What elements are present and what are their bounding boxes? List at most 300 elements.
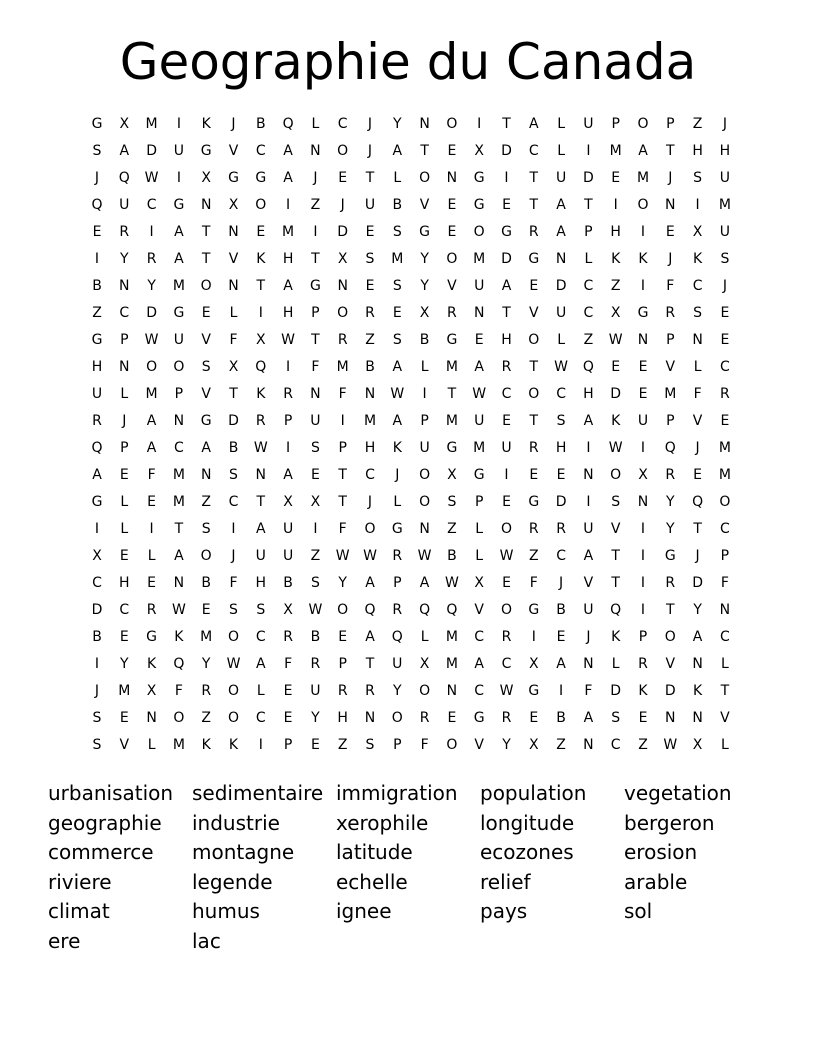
- grid-letter[interactable]: I: [586, 143, 591, 159]
- grid-letter[interactable]: T: [502, 305, 511, 321]
- grid-letter[interactable]: M: [609, 143, 622, 159]
- grid-letter[interactable]: G: [473, 467, 485, 483]
- grid-letter[interactable]: A: [692, 629, 703, 645]
- grid-letter[interactable]: E: [338, 629, 348, 645]
- grid-letter[interactable]: Z: [556, 737, 566, 753]
- grid-letter[interactable]: D: [555, 494, 567, 510]
- grid-letter[interactable]: P: [338, 656, 347, 672]
- grid-letter[interactable]: N: [692, 710, 703, 726]
- grid-letter[interactable]: U: [719, 224, 731, 240]
- grid-letter[interactable]: C: [692, 278, 703, 294]
- grid-letter[interactable]: I: [94, 521, 100, 537]
- grid-letter[interactable]: W: [444, 575, 459, 591]
- grid-letter[interactable]: I: [504, 170, 509, 186]
- grid-letter[interactable]: G: [637, 305, 649, 321]
- grid-letter[interactable]: X: [419, 656, 430, 672]
- grid-letter[interactable]: T: [338, 467, 347, 483]
- grid-letter[interactable]: L: [120, 494, 129, 510]
- grid-letter[interactable]: M: [718, 197, 731, 213]
- grid-letter[interactable]: C: [610, 737, 621, 753]
- grid-letter[interactable]: O: [227, 683, 240, 699]
- grid-letter[interactable]: L: [420, 629, 429, 645]
- grid-letter[interactable]: C: [474, 683, 485, 699]
- grid-letter[interactable]: R: [419, 710, 430, 726]
- grid-letter[interactable]: Q: [91, 440, 103, 456]
- grid-letter[interactable]: V: [474, 602, 484, 618]
- grid-letter[interactable]: N: [446, 170, 458, 186]
- grid-letter[interactable]: I: [640, 224, 646, 240]
- grid-letter[interactable]: Z: [447, 521, 457, 537]
- grid-letter[interactable]: D: [692, 575, 703, 591]
- grid-letter[interactable]: L: [557, 332, 565, 348]
- grid-letter[interactable]: T: [338, 494, 347, 510]
- grid-letter[interactable]: U: [282, 521, 294, 537]
- grid-letter[interactable]: C: [146, 197, 157, 213]
- grid-letter[interactable]: N: [583, 656, 594, 672]
- grid-letter[interactable]: G: [91, 494, 103, 510]
- grid-letter[interactable]: O: [446, 737, 458, 753]
- grid-letter[interactable]: S: [92, 143, 102, 159]
- grid-letter[interactable]: R: [392, 548, 403, 564]
- grid-letter[interactable]: A: [119, 143, 130, 159]
- grid-letter[interactable]: B: [392, 197, 403, 213]
- grid-letter[interactable]: L: [420, 359, 429, 375]
- grid-letter[interactable]: D: [610, 386, 622, 402]
- grid-letter[interactable]: T: [584, 197, 593, 213]
- grid-letter[interactable]: P: [393, 575, 402, 591]
- grid-letter[interactable]: O: [337, 602, 349, 618]
- grid-letter[interactable]: L: [393, 170, 402, 186]
- grid-letter[interactable]: E: [529, 278, 539, 294]
- grid-letter[interactable]: L: [720, 737, 729, 753]
- grid-letter[interactable]: J: [695, 548, 700, 564]
- grid-letter[interactable]: E: [201, 602, 211, 618]
- grid-letter[interactable]: A: [174, 224, 184, 240]
- grid-letter[interactable]: L: [475, 521, 484, 537]
- grid-letter[interactable]: N: [692, 656, 703, 672]
- grid-letter[interactable]: I: [149, 224, 154, 240]
- grid-letter[interactable]: P: [474, 494, 484, 510]
- grid-letter[interactable]: Y: [502, 737, 511, 753]
- grid-letter[interactable]: A: [365, 629, 375, 645]
- grid-letter[interactable]: G: [173, 305, 185, 321]
- grid-letter[interactable]: O: [200, 548, 212, 564]
- grid-letter[interactable]: E: [447, 143, 457, 159]
- grid-letter[interactable]: D: [501, 143, 512, 159]
- grid-letter[interactable]: I: [640, 278, 646, 294]
- grid-letter[interactable]: E: [256, 224, 266, 240]
- grid-letter[interactable]: Y: [666, 521, 675, 537]
- grid-letter[interactable]: O: [419, 467, 431, 483]
- grid-letter[interactable]: E: [283, 710, 293, 726]
- grid-letter[interactable]: S: [92, 710, 102, 726]
- grid-letter[interactable]: K: [693, 251, 703, 267]
- grid-letter[interactable]: L: [120, 386, 129, 402]
- grid-letter[interactable]: A: [283, 467, 293, 483]
- grid-letter[interactable]: M: [445, 656, 458, 672]
- grid-letter[interactable]: F: [338, 521, 347, 537]
- grid-letter[interactable]: X: [256, 332, 266, 348]
- grid-letter[interactable]: P: [338, 440, 347, 456]
- grid-letter[interactable]: B: [447, 548, 457, 564]
- grid-letter[interactable]: G: [255, 170, 267, 186]
- grid-letter[interactable]: A: [583, 413, 594, 429]
- grid-letter[interactable]: V: [720, 710, 730, 726]
- grid-letter[interactable]: H: [692, 143, 703, 159]
- grid-letter[interactable]: I: [640, 521, 646, 537]
- grid-letter[interactable]: N: [173, 575, 185, 591]
- grid-letter[interactable]: R: [665, 467, 676, 483]
- grid-letter[interactable]: S: [556, 413, 566, 429]
- grid-letter[interactable]: L: [611, 656, 620, 672]
- grid-letter[interactable]: U: [419, 440, 430, 456]
- grid-letter[interactable]: M: [172, 737, 185, 753]
- grid-letter[interactable]: N: [364, 386, 376, 402]
- grid-letter[interactable]: D: [228, 413, 239, 429]
- grid-letter[interactable]: T: [201, 224, 211, 240]
- grid-letter[interactable]: C: [337, 116, 348, 132]
- grid-letter[interactable]: X: [92, 548, 102, 564]
- grid-letter[interactable]: O: [446, 116, 458, 132]
- grid-letter[interactable]: U: [119, 197, 130, 213]
- grid-letter[interactable]: D: [146, 305, 157, 321]
- grid-letter[interactable]: N: [228, 278, 239, 294]
- grid-letter[interactable]: E: [119, 548, 129, 564]
- grid-letter[interactable]: S: [201, 521, 211, 537]
- grid-letter[interactable]: S: [392, 332, 402, 348]
- grid-letter[interactable]: Y: [147, 278, 156, 294]
- grid-letter[interactable]: I: [286, 197, 291, 213]
- grid-letter[interactable]: M: [391, 251, 404, 267]
- grid-letter[interactable]: E: [447, 710, 457, 726]
- grid-letter[interactable]: L: [147, 548, 156, 564]
- grid-letter[interactable]: N: [200, 197, 212, 213]
- grid-letter[interactable]: J: [94, 683, 100, 699]
- grid-letter[interactable]: N: [637, 494, 649, 510]
- grid-letter[interactable]: V: [119, 737, 130, 753]
- grid-letter[interactable]: S: [392, 278, 402, 294]
- grid-letter[interactable]: E: [447, 224, 457, 240]
- grid-letter[interactable]: L: [720, 656, 729, 672]
- grid-letter[interactable]: U: [310, 413, 321, 429]
- grid-letter[interactable]: T: [420, 143, 429, 159]
- grid-letter[interactable]: W: [363, 548, 377, 564]
- grid-letter[interactable]: Q: [692, 494, 704, 510]
- grid-letter[interactable]: I: [94, 251, 100, 267]
- grid-letter[interactable]: C: [720, 359, 730, 375]
- grid-letter[interactable]: T: [666, 602, 675, 618]
- grid-letter[interactable]: H: [282, 305, 294, 321]
- grid-letter[interactable]: S: [365, 251, 375, 267]
- grid-letter[interactable]: K: [611, 251, 621, 267]
- grid-letter[interactable]: P: [120, 440, 129, 456]
- grid-letter[interactable]: E: [365, 278, 375, 294]
- grid-letter[interactable]: T: [529, 359, 539, 375]
- grid-letter[interactable]: C: [720, 629, 730, 645]
- grid-letter[interactable]: U: [91, 386, 103, 402]
- grid-letter[interactable]: V: [665, 359, 676, 375]
- grid-letter[interactable]: T: [201, 251, 211, 267]
- grid-letter[interactable]: N: [255, 467, 267, 483]
- grid-letter[interactable]: E: [92, 224, 102, 240]
- grid-letter[interactable]: Y: [393, 116, 402, 132]
- grid-letter[interactable]: G: [391, 521, 403, 537]
- grid-letter[interactable]: T: [611, 575, 620, 591]
- grid-letter[interactable]: P: [283, 737, 293, 753]
- grid-letter[interactable]: G: [473, 170, 485, 186]
- grid-letter[interactable]: G: [146, 629, 158, 645]
- grid-letter[interactable]: X: [474, 143, 484, 159]
- grid-letter[interactable]: O: [227, 629, 240, 645]
- grid-letter[interactable]: F: [284, 656, 293, 672]
- grid-letter[interactable]: B: [92, 629, 102, 645]
- grid-letter[interactable]: F: [529, 575, 538, 591]
- grid-letter[interactable]: J: [559, 575, 564, 591]
- grid-letter[interactable]: I: [94, 656, 100, 672]
- grid-letter[interactable]: O: [719, 494, 731, 510]
- grid-letter[interactable]: Z: [310, 548, 321, 564]
- grid-letter[interactable]: R: [447, 305, 457, 321]
- grid-letter[interactable]: W: [144, 332, 159, 348]
- grid-letter[interactable]: G: [173, 197, 185, 213]
- grid-letter[interactable]: F: [338, 386, 347, 402]
- grid-letter[interactable]: S: [720, 251, 730, 267]
- grid-letter[interactable]: A: [638, 143, 648, 159]
- grid-letter[interactable]: X: [337, 251, 348, 267]
- grid-letter[interactable]: O: [500, 602, 513, 618]
- grid-letter[interactable]: X: [228, 359, 239, 375]
- grid-letter[interactable]: A: [392, 413, 403, 429]
- grid-letter[interactable]: J: [668, 170, 673, 186]
- grid-letter[interactable]: V: [610, 521, 621, 537]
- grid-letter[interactable]: T: [447, 386, 457, 402]
- grid-letter[interactable]: J: [367, 494, 373, 510]
- grid-letter[interactable]: X: [692, 224, 703, 240]
- grid-letter[interactable]: E: [502, 494, 511, 510]
- grid-letter[interactable]: J: [340, 197, 345, 213]
- grid-letter[interactable]: R: [92, 413, 102, 429]
- grid-letter[interactable]: D: [664, 683, 676, 699]
- grid-letter[interactable]: J: [367, 143, 373, 159]
- grid-letter[interactable]: N: [555, 251, 567, 267]
- grid-letter[interactable]: T: [365, 170, 375, 186]
- grid-letter[interactable]: I: [258, 305, 263, 321]
- grid-letter[interactable]: P: [311, 305, 320, 321]
- grid-letter[interactable]: N: [119, 278, 130, 294]
- grid-letter[interactable]: D: [337, 224, 349, 240]
- grid-letter[interactable]: Q: [91, 197, 103, 213]
- grid-letter[interactable]: Q: [664, 440, 676, 456]
- grid-letter[interactable]: U: [583, 521, 594, 537]
- grid-letter[interactable]: F: [311, 359, 320, 375]
- grid-letter[interactable]: U: [364, 197, 376, 213]
- grid-letter[interactable]: L: [557, 116, 565, 132]
- grid-letter[interactable]: N: [228, 224, 239, 240]
- grid-letter[interactable]: Q: [419, 602, 431, 618]
- grid-letter[interactable]: E: [502, 197, 511, 213]
- grid-letter[interactable]: B: [419, 332, 430, 348]
- grid-letter[interactable]: M: [172, 494, 185, 510]
- grid-letter[interactable]: S: [229, 467, 238, 483]
- grid-letter[interactable]: Y: [393, 683, 402, 699]
- grid-letter[interactable]: R: [556, 521, 566, 537]
- grid-letter[interactable]: X: [201, 170, 211, 186]
- grid-letter[interactable]: I: [176, 170, 181, 186]
- grid-letter[interactable]: G: [446, 440, 458, 456]
- grid-letter[interactable]: R: [528, 440, 539, 456]
- grid-letter[interactable]: A: [529, 116, 539, 132]
- grid-letter[interactable]: O: [419, 170, 431, 186]
- grid-letter[interactable]: T: [693, 521, 702, 537]
- grid-letter[interactable]: A: [392, 359, 403, 375]
- grid-letter[interactable]: M: [718, 467, 731, 483]
- grid-letter[interactable]: G: [501, 224, 512, 240]
- grid-letter[interactable]: A: [556, 197, 566, 213]
- grid-letter[interactable]: D: [583, 170, 594, 186]
- grid-letter[interactable]: E: [283, 683, 293, 699]
- grid-letter[interactable]: Q: [364, 602, 376, 618]
- grid-letter[interactable]: H: [555, 440, 567, 456]
- grid-letter[interactable]: L: [693, 359, 702, 375]
- grid-letter[interactable]: G: [528, 494, 540, 510]
- grid-letter[interactable]: I: [613, 197, 618, 213]
- grid-letter[interactable]: N: [583, 737, 594, 753]
- grid-letter[interactable]: T: [611, 548, 620, 564]
- grid-letter[interactable]: M: [282, 224, 295, 240]
- grid-letter[interactable]: J: [722, 278, 727, 294]
- grid-letter[interactable]: L: [393, 494, 402, 510]
- grid-letter[interactable]: K: [611, 629, 621, 645]
- grid-letter[interactable]: P: [584, 224, 593, 240]
- grid-letter[interactable]: E: [638, 386, 648, 402]
- grid-letter[interactable]: X: [283, 494, 293, 510]
- grid-letter[interactable]: X: [529, 656, 539, 672]
- grid-letter[interactable]: C: [174, 440, 184, 456]
- grid-letter[interactable]: N: [637, 332, 649, 348]
- grid-letter[interactable]: X: [283, 602, 293, 618]
- grid-letter[interactable]: U: [310, 683, 321, 699]
- grid-letter[interactable]: F: [174, 683, 183, 699]
- grid-letter[interactable]: I: [695, 197, 700, 213]
- grid-letter[interactable]: C: [501, 386, 512, 402]
- grid-letter[interactable]: E: [502, 413, 511, 429]
- grid-letter[interactable]: G: [473, 710, 485, 726]
- grid-letter[interactable]: Q: [173, 656, 185, 672]
- grid-letter[interactable]: I: [586, 440, 591, 456]
- grid-letter[interactable]: Z: [201, 710, 211, 726]
- grid-letter[interactable]: R: [283, 629, 293, 645]
- grid-letter[interactable]: G: [528, 683, 540, 699]
- grid-letter[interactable]: N: [200, 467, 212, 483]
- grid-letter[interactable]: E: [720, 305, 730, 321]
- grid-letter[interactable]: O: [500, 521, 513, 537]
- grid-letter[interactable]: J: [586, 629, 591, 645]
- grid-letter[interactable]: R: [501, 710, 512, 726]
- grid-letter[interactable]: Z: [201, 494, 211, 510]
- grid-letter[interactable]: L: [256, 683, 265, 699]
- grid-letter[interactable]: K: [638, 251, 648, 267]
- grid-letter[interactable]: I: [586, 494, 591, 510]
- grid-letter[interactable]: U: [392, 656, 403, 672]
- grid-letter[interactable]: X: [146, 683, 157, 699]
- grid-letter[interactable]: F: [720, 575, 729, 591]
- grid-letter[interactable]: K: [228, 737, 239, 753]
- grid-letter[interactable]: R: [146, 602, 157, 618]
- grid-letter[interactable]: K: [201, 737, 211, 753]
- grid-letter[interactable]: I: [313, 521, 318, 537]
- grid-letter[interactable]: L: [475, 548, 484, 564]
- grid-letter[interactable]: Q: [610, 602, 622, 618]
- grid-letter[interactable]: I: [640, 575, 646, 591]
- grid-letter[interactable]: X: [119, 116, 130, 132]
- grid-letter[interactable]: X: [474, 575, 484, 591]
- grid-letter[interactable]: V: [583, 575, 594, 591]
- grid-letter[interactable]: N: [173, 413, 185, 429]
- grid-letter[interactable]: W: [281, 332, 296, 348]
- grid-letter[interactable]: O: [637, 197, 649, 213]
- grid-letter[interactable]: J: [231, 548, 236, 564]
- grid-letter[interactable]: R: [528, 521, 539, 537]
- grid-letter[interactable]: W: [499, 683, 514, 699]
- grid-letter[interactable]: N: [146, 710, 157, 726]
- grid-letter[interactable]: V: [665, 656, 676, 672]
- grid-letter[interactable]: M: [172, 467, 185, 483]
- grid-letter[interactable]: L: [584, 251, 593, 267]
- grid-letter[interactable]: P: [638, 629, 648, 645]
- grid-letter[interactable]: Q: [282, 116, 294, 132]
- grid-letter[interactable]: C: [720, 521, 730, 537]
- grid-letter[interactable]: N: [692, 332, 703, 348]
- grid-letter[interactable]: O: [419, 683, 431, 699]
- grid-letter[interactable]: W: [171, 602, 186, 618]
- grid-letter[interactable]: H: [91, 359, 103, 375]
- grid-letter[interactable]: K: [201, 116, 211, 132]
- grid-letter[interactable]: L: [311, 116, 320, 132]
- grid-letter[interactable]: G: [200, 143, 212, 159]
- grid-letter[interactable]: I: [313, 224, 318, 240]
- grid-letter[interactable]: J: [231, 116, 236, 132]
- grid-letter[interactable]: Z: [310, 197, 321, 213]
- grid-letter[interactable]: X: [610, 305, 621, 321]
- grid-letter[interactable]: E: [529, 467, 539, 483]
- grid-letter[interactable]: M: [145, 116, 158, 132]
- grid-letter[interactable]: B: [556, 710, 566, 726]
- grid-letter[interactable]: H: [282, 251, 294, 267]
- grid-letter[interactable]: U: [173, 143, 185, 159]
- grid-letter[interactable]: X: [419, 305, 430, 321]
- grid-letter[interactable]: I: [231, 521, 236, 537]
- grid-letter[interactable]: S: [310, 575, 320, 591]
- grid-letter[interactable]: I: [559, 683, 564, 699]
- grid-letter[interactable]: R: [501, 629, 512, 645]
- grid-letter[interactable]: S: [611, 494, 621, 510]
- grid-letter[interactable]: A: [283, 170, 293, 186]
- grid-letter[interactable]: N: [119, 359, 130, 375]
- grid-letter[interactable]: P: [174, 386, 184, 402]
- grid-letter[interactable]: S: [365, 737, 375, 753]
- grid-letter[interactable]: R: [638, 656, 648, 672]
- grid-letter[interactable]: C: [583, 278, 594, 294]
- grid-letter[interactable]: G: [446, 332, 458, 348]
- grid-letter[interactable]: Q: [446, 602, 458, 618]
- grid-letter[interactable]: K: [147, 656, 157, 672]
- grid-letter[interactable]: P: [720, 548, 730, 564]
- grid-letter[interactable]: X: [692, 737, 703, 753]
- grid-letter[interactable]: T: [256, 494, 266, 510]
- grid-letter[interactable]: B: [255, 116, 266, 132]
- grid-letter[interactable]: C: [119, 305, 130, 321]
- grid-letter[interactable]: J: [695, 440, 700, 456]
